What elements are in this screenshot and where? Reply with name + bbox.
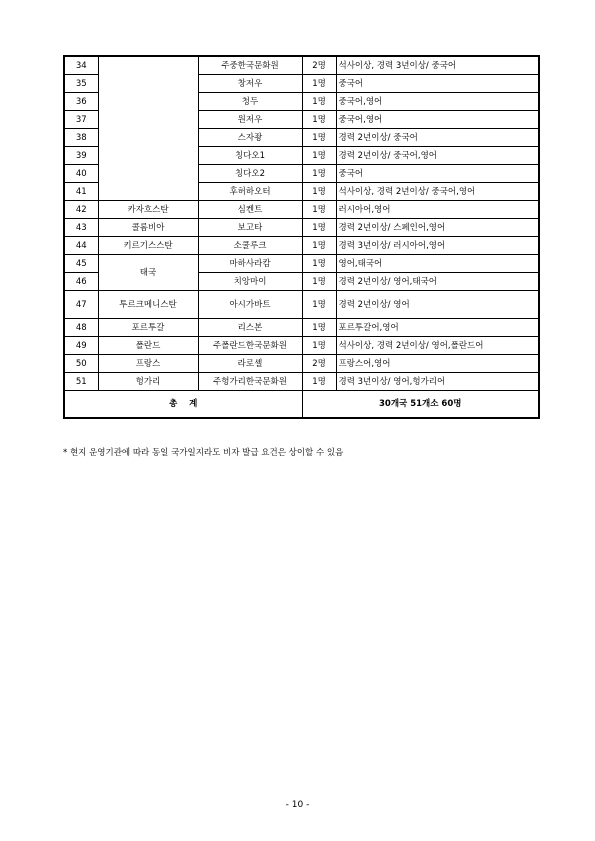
agency-cell: 후허하오터: [198, 183, 302, 201]
row-number: 49: [64, 337, 98, 355]
agency-cell: 창저우: [198, 75, 302, 93]
count-cell: 1명: [302, 237, 336, 255]
total-value: 30개국 51개소 60명: [302, 391, 539, 419]
count-cell: 1명: [302, 319, 336, 337]
row-number: 42: [64, 201, 98, 219]
agency-cell: 보고타: [198, 219, 302, 237]
requirement-cell: 포르투갈어,영어: [336, 319, 539, 337]
agency-cell: 주폴란드한국문화원: [198, 337, 302, 355]
requirement-cell: 경력 2년이상/ 영어,태국어: [336, 273, 539, 291]
requirement-cell: 경력 3년이상/ 영어,헝가리어: [336, 373, 539, 391]
page-number: - 10 -: [285, 800, 310, 810]
country-cell: 콜롬비아: [98, 219, 198, 237]
country-cell: 태국: [98, 255, 198, 291]
table-row: [64, 237, 539, 255]
count-cell: 1명: [302, 147, 336, 165]
agency-cell: 원저우: [198, 111, 302, 129]
row-number: 34: [64, 56, 98, 75]
row-number: 50: [64, 355, 98, 373]
requirement-cell: 러시아어,영어: [336, 201, 539, 219]
row-number: 51: [64, 373, 98, 391]
agency-cell: 아시가바트: [198, 291, 302, 319]
requirement-cell: 중국어: [336, 165, 539, 183]
requirement-cell: 영어,태국어: [336, 255, 539, 273]
table-row: [64, 291, 539, 319]
count-cell: 1명: [302, 93, 336, 111]
table-row: [64, 337, 539, 355]
count-cell: 1명: [302, 255, 336, 273]
count-cell: 2명: [302, 355, 336, 373]
country-cell: 헝가리: [98, 373, 198, 391]
total-row: [64, 391, 539, 419]
count-cell: 1명: [302, 129, 336, 147]
count-cell: 1명: [302, 201, 336, 219]
country-cell: 키르기스스탄: [98, 237, 198, 255]
row-number: 41: [64, 183, 98, 201]
agency-cell: 치앙마이: [198, 273, 302, 291]
requirement-cell: 석사이상, 경력 2년이상/ 영어,폴란드어: [336, 337, 539, 355]
agency-cell: 청두: [198, 93, 302, 111]
count-cell: 1명: [302, 183, 336, 201]
requirement-cell: 경력 2년이상/ 중국어: [336, 129, 539, 147]
count-cell: 1명: [302, 273, 336, 291]
agency-cell: 심켄트: [198, 201, 302, 219]
requirement-cell: 경력 3년이상/ 러시아어,영어: [336, 237, 539, 255]
requirement-cell: 경력 2년이상/ 중국어,영어: [336, 147, 539, 165]
country-cell: 카자흐스탄: [98, 201, 198, 219]
requirement-cell: 경력 2년이상/ 영어: [336, 291, 539, 319]
agency-cell: 칭다오1: [198, 147, 302, 165]
program-table: [63, 55, 540, 419]
row-number: 44: [64, 237, 98, 255]
count-cell: 1명: [302, 165, 336, 183]
row-number: 36: [64, 93, 98, 111]
footnote: * 현지 운영기관에 따라 동일 국가일지라도 비자 발급 요건은 상이할 수 있음: [63, 448, 344, 458]
total-label: 총 계: [64, 391, 302, 419]
requirement-cell: 석사이상, 경력 2년이상/ 중국어,영어: [336, 183, 539, 201]
requirement-cell: 석사이상, 경력 3년이상/ 중국어: [336, 56, 539, 75]
table-row: [64, 255, 539, 273]
row-number: 43: [64, 219, 98, 237]
count-cell: 1명: [302, 291, 336, 319]
agency-cell: 칭다오2: [198, 165, 302, 183]
requirement-cell: 중국어,영어: [336, 111, 539, 129]
agency-cell: 마하사라캄: [198, 255, 302, 273]
agency-cell: 주헝가리한국문화원: [198, 373, 302, 391]
count-cell: 2명: [302, 56, 336, 75]
agency-cell: 리스본: [198, 319, 302, 337]
row-number: 39: [64, 147, 98, 165]
count-cell: 1명: [302, 373, 336, 391]
row-number: 35: [64, 75, 98, 93]
requirement-cell: 중국어,영어: [336, 93, 539, 111]
table-row: [64, 355, 539, 373]
row-number: 48: [64, 319, 98, 337]
agency-cell: 라로셸: [198, 355, 302, 373]
requirement-cell: 프랑스어,영어: [336, 355, 539, 373]
country-cell: 프랑스: [98, 355, 198, 373]
table-row: [64, 56, 539, 75]
table-row: [64, 319, 539, 337]
row-number: 47: [64, 291, 98, 319]
row-number: 40: [64, 165, 98, 183]
requirement-cell: 중국어: [336, 75, 539, 93]
count-cell: 1명: [302, 75, 336, 93]
row-number: 45: [64, 255, 98, 273]
country-cell: 폴란드: [98, 337, 198, 355]
table-row: [64, 201, 539, 219]
table-row: [64, 219, 539, 237]
table-row: [64, 373, 539, 391]
row-number: 46: [64, 273, 98, 291]
country-cell: [98, 56, 198, 201]
count-cell: 1명: [302, 111, 336, 129]
agency-cell: 스자좡: [198, 129, 302, 147]
country-cell: 투르크메니스탄: [98, 291, 198, 319]
agency-cell: 소쿨루크: [198, 237, 302, 255]
count-cell: 1명: [302, 219, 336, 237]
row-number: 37: [64, 111, 98, 129]
count-cell: 1명: [302, 337, 336, 355]
row-number: 38: [64, 129, 98, 147]
country-cell: 포르투갈: [98, 319, 198, 337]
agency-cell: 주중한국문화원: [198, 56, 302, 75]
requirement-cell: 경력 2년이상/ 스페인어,영어: [336, 219, 539, 237]
